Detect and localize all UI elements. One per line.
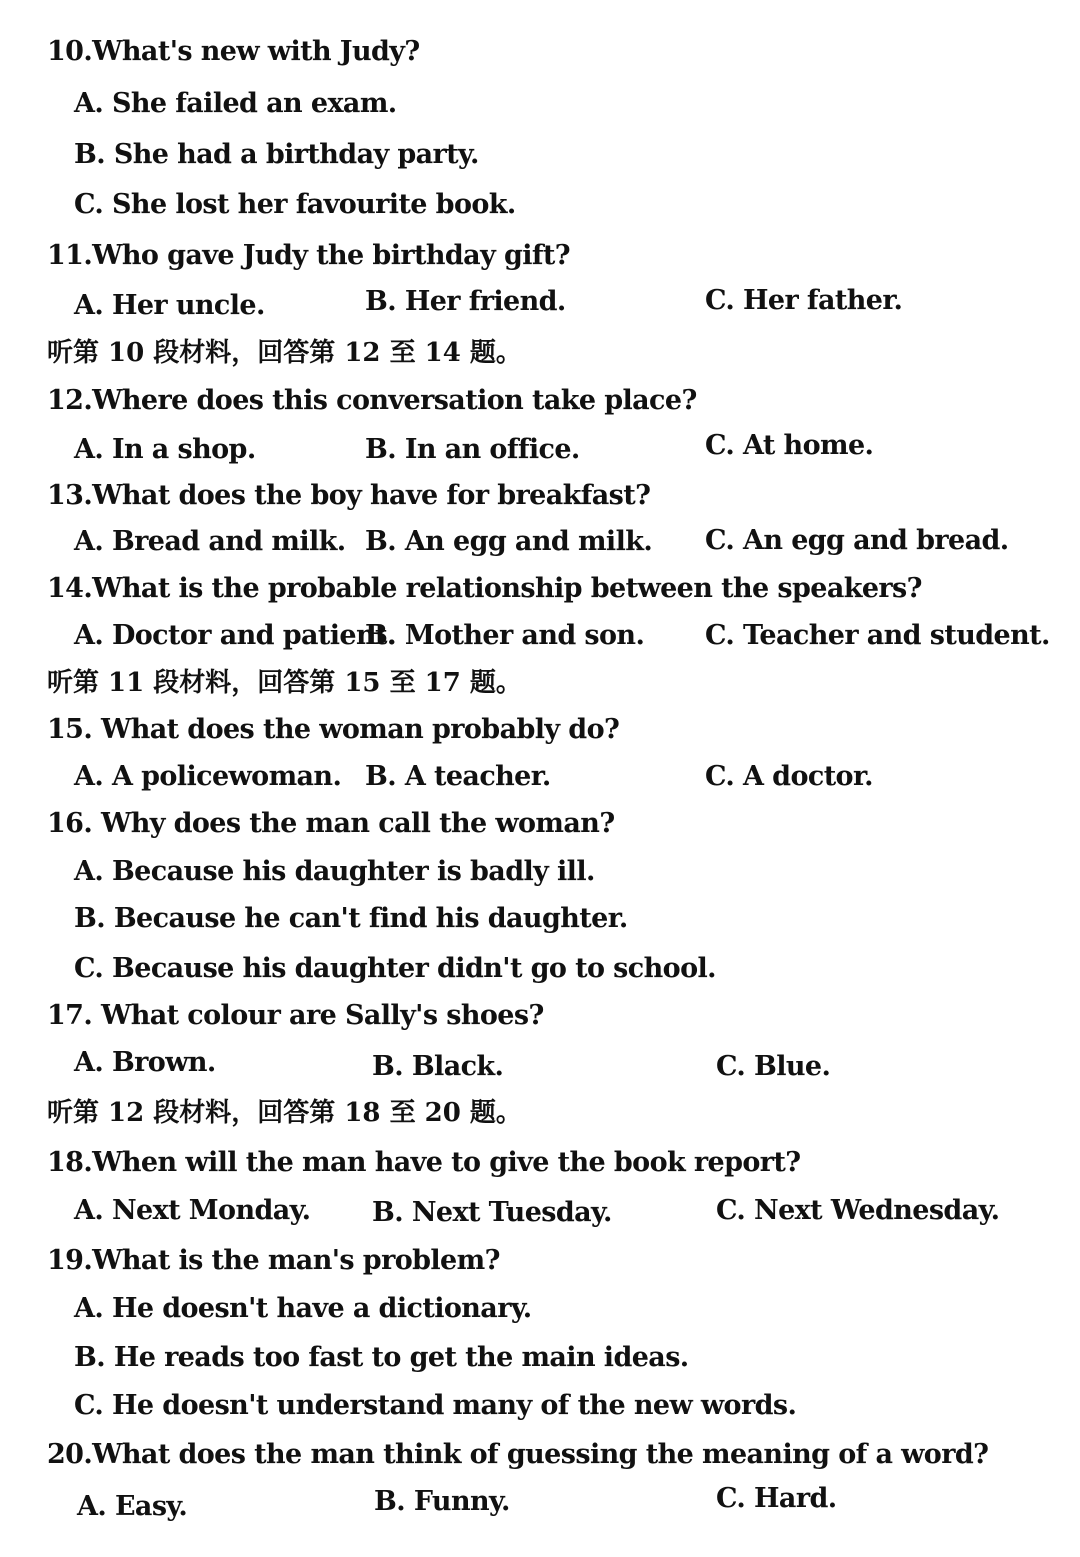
question-20: 20.What does the man think of guessing the meaning of a word?: [47, 1439, 989, 1470]
section-heading-11: 听第 11 段材料，回答第 15 至 17 题。: [47, 668, 522, 698]
q18-option-c: C. Next Wednesday.: [716, 1195, 1000, 1226]
q13-option-c: C. An egg and bread.: [705, 525, 1009, 556]
q12-option-c: C. At home.: [705, 430, 874, 461]
q17-option-c: C. Blue.: [716, 1051, 831, 1082]
q19-option-c: C. He doesn't understand many of the new words.: [74, 1390, 797, 1421]
q14-option-c: C. Teacher and student.: [705, 620, 1050, 651]
question-10: 10.What's new with Judy?: [47, 36, 420, 67]
q20-option-a: A. Easy.: [77, 1491, 188, 1522]
q20-option-c: C. Hard.: [716, 1483, 837, 1514]
q10-option-a: A. She failed an exam.: [74, 88, 397, 119]
section-heading-12: 听第 12 段材料，回答第 18 至 20 题。: [47, 1098, 522, 1128]
q19-option-a: A. He doesn't have a dictionary.: [74, 1293, 532, 1324]
question-12: 12.Where does this conversation take place?: [47, 385, 697, 416]
q17-option-b: B. Black.: [372, 1051, 504, 1082]
section-heading-10: 听第 10 段材料，回答第 12 至 14 题。: [47, 338, 522, 368]
q16-option-a: A. Because his daughter is badly ill.: [74, 856, 595, 887]
q12-option-a: A. In a shop.: [74, 434, 256, 465]
q15-option-b: B. A teacher.: [365, 761, 551, 792]
q11-option-c: C. Her father.: [705, 285, 903, 316]
q20-option-b: B. Funny.: [374, 1486, 510, 1517]
q18-option-b: B. Next Tuesday.: [372, 1197, 612, 1228]
question-18: 18.When will the man have to give the book report?: [47, 1147, 801, 1178]
q14-option-b: B. Mother and son.: [365, 620, 645, 651]
q18-option-a: A. Next Monday.: [74, 1195, 311, 1226]
q12-option-b: B. In an office.: [365, 434, 580, 465]
q10-option-b: B. She had a birthday party.: [74, 139, 479, 170]
q17-option-a: A. Brown.: [74, 1047, 216, 1078]
q15-option-a: A. A policewoman.: [74, 761, 342, 792]
q16-option-b: B. Because he can't find his daughter.: [74, 903, 628, 934]
q11-option-b: B. Her friend.: [365, 286, 566, 317]
question-13: 13.What does the boy have for breakfast?: [47, 480, 651, 511]
question-11: 11.Who gave Judy the birthday gift?: [47, 240, 570, 271]
q15-option-c: C. A doctor.: [705, 761, 873, 792]
question-17: 17. What colour are Sally's shoes?: [47, 1000, 544, 1031]
q10-option-c: C. She lost her favourite book.: [74, 189, 516, 220]
q13-option-b: B. An egg and milk.: [365, 526, 653, 557]
question-19: 19.What is the man's problem?: [47, 1245, 500, 1276]
q14-option-a: A. Doctor and patient.: [74, 620, 396, 651]
question-14: 14.What is the probable relationship between the speakers?: [47, 573, 922, 604]
q19-option-b: B. He reads too fast to get the main ideas.: [74, 1342, 689, 1373]
q16-option-c: C. Because his daughter didn't go to school.: [74, 953, 716, 984]
question-16: 16. Why does the man call the woman?: [47, 808, 615, 839]
question-15: 15. What does the woman probably do?: [47, 714, 620, 745]
q11-option-a: A. Her uncle.: [74, 290, 265, 321]
q13-option-a: A. Bread and milk.: [74, 526, 346, 557]
